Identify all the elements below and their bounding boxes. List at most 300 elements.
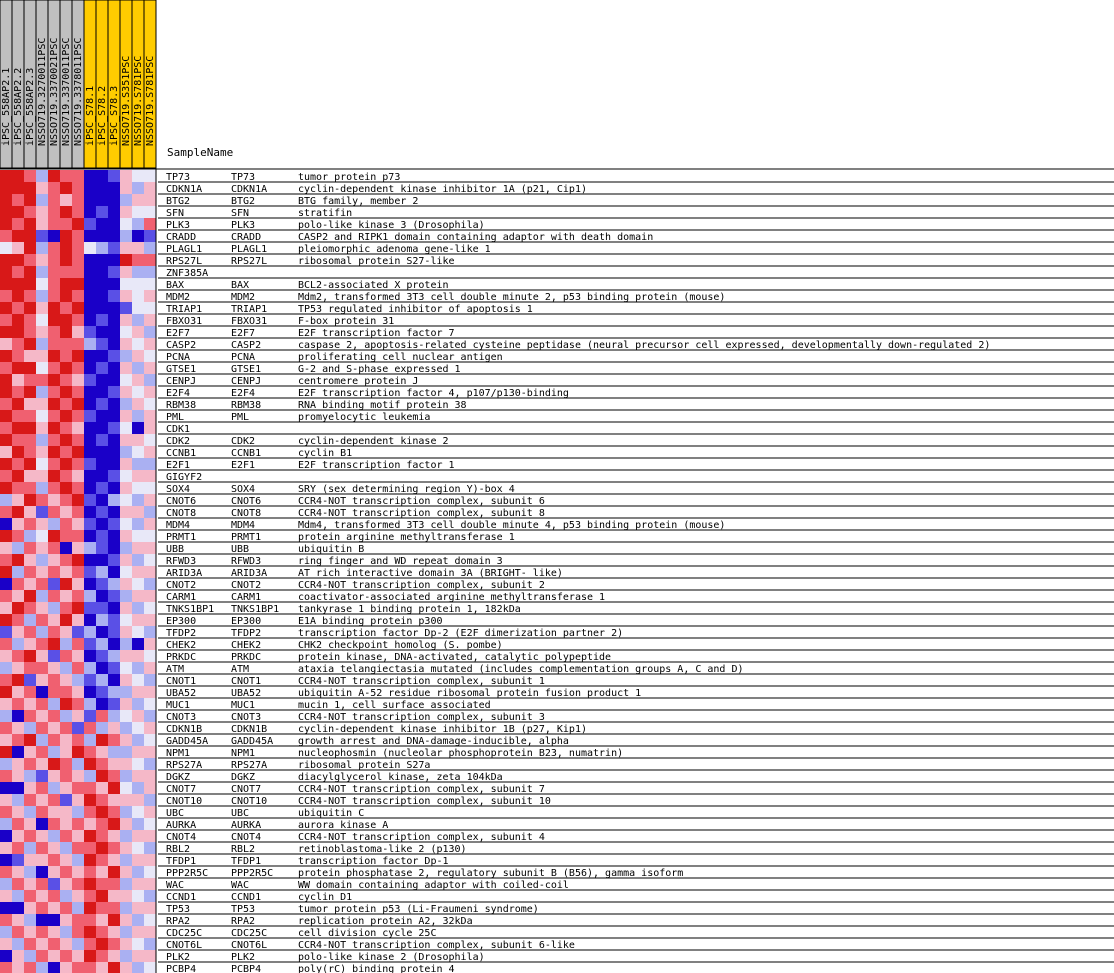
heatmap-cell [0, 638, 12, 650]
heatmap-cell [96, 518, 108, 530]
row-symbol: CNOT7 [166, 784, 197, 795]
heatmap-cell [0, 782, 12, 794]
heatmap-cell [132, 230, 144, 242]
heatmap-cell [12, 518, 24, 530]
heatmap-cell [72, 926, 84, 938]
row-description: cell division cycle 25C [298, 928, 437, 939]
heatmap-cell [108, 770, 120, 782]
heatmap-cell [144, 326, 156, 338]
row-description: transcription factor Dp-1 [298, 856, 449, 867]
heatmap-cell [108, 674, 120, 686]
heatmap-cell [36, 254, 48, 266]
row-description: SRY (sex determining region Y)-box 4 [298, 484, 515, 495]
row-gene: PML [231, 412, 250, 423]
heatmap-cell [36, 854, 48, 866]
heatmap-cell [0, 614, 12, 626]
heatmap-cell [96, 446, 108, 458]
row-description: cyclin B1 [298, 448, 353, 459]
heatmap-cell [48, 734, 60, 746]
heatmap-cell [48, 314, 60, 326]
heatmap-cell [12, 302, 24, 314]
heatmap-cell [0, 794, 12, 806]
heatmap-cell [72, 818, 84, 830]
heatmap-cell [0, 842, 12, 854]
heatmap-cell [120, 506, 132, 518]
row-symbol: CASP2 [166, 340, 197, 351]
heatmap-cell [132, 698, 144, 710]
row-symbol: CDKN1B [166, 724, 203, 735]
heatmap-cell [96, 674, 108, 686]
row-symbol: CNOT8 [166, 508, 197, 519]
heatmap-cell [60, 926, 72, 938]
row-gene: NPM1 [231, 748, 256, 759]
heatmap-cell [48, 806, 60, 818]
heatmap-cell [84, 914, 96, 926]
heatmap-cell [108, 782, 120, 794]
heatmap-cell [60, 830, 72, 842]
heatmap-cell [84, 206, 96, 218]
heatmap-cell [72, 530, 84, 542]
heatmap-cell [12, 782, 24, 794]
heatmap-cell [120, 590, 132, 602]
heatmap-cell [36, 866, 48, 878]
heatmap-cell [0, 266, 12, 278]
heatmap-cell [24, 386, 36, 398]
heatmap-cell [12, 470, 24, 482]
heatmap-cell [12, 686, 24, 698]
heatmap-cell [48, 338, 60, 350]
heatmap-cell [60, 902, 72, 914]
heatmap-cell [48, 590, 60, 602]
row-gene: SFN [231, 208, 250, 219]
row-symbol: PLK2 [166, 952, 191, 963]
heatmap-cell [12, 554, 24, 566]
heatmap-cell [84, 446, 96, 458]
heatmap-cell [120, 374, 132, 386]
row-description: ataxia telangiectasia mutated (includes complementation groups A, C and D) [298, 664, 744, 675]
row-gene: CNOT6 [231, 496, 262, 507]
heatmap-cell [24, 902, 36, 914]
row-symbol: CNOT1 [166, 676, 197, 687]
heatmap-cell [60, 362, 72, 374]
row-symbol: CNOT2 [166, 580, 197, 591]
row-symbol: PCNA [166, 352, 191, 363]
heatmap-cell [120, 602, 132, 614]
heatmap-cell [84, 350, 96, 362]
heatmap-cell [120, 578, 132, 590]
heatmap-cell [108, 626, 120, 638]
heatmap-cell [108, 662, 120, 674]
heatmap-cell [0, 194, 12, 206]
heatmap-cell [96, 818, 108, 830]
heatmap-cell [60, 338, 72, 350]
row-description: stratifin [298, 208, 353, 219]
row-gene: PLK2 [231, 952, 256, 963]
heatmap-cell [132, 710, 144, 722]
heatmap-cell [84, 398, 96, 410]
heatmap-cell [0, 470, 12, 482]
heatmap-cell [72, 554, 84, 566]
heatmap-cell [12, 614, 24, 626]
heatmap-cell [72, 914, 84, 926]
heatmap-cell [24, 926, 36, 938]
heatmap-cell [36, 338, 48, 350]
heatmap-cell [132, 398, 144, 410]
heatmap-cell [12, 458, 24, 470]
row-gene: PCBP4 [231, 964, 262, 973]
heatmap-cell [120, 770, 132, 782]
heatmap-cell [12, 902, 24, 914]
row-symbol: E2F7 [166, 328, 191, 339]
heatmap-cell [96, 926, 108, 938]
heatmap-cell [144, 206, 156, 218]
row-description: E2F transcription factor 1 [298, 460, 455, 471]
row-description: mucin 1, cell surface associated [298, 700, 491, 711]
row-symbol: PLK3 [166, 220, 191, 231]
heatmap-cell [96, 410, 108, 422]
heatmap-cell [0, 878, 12, 890]
heatmap-cell [120, 302, 132, 314]
heatmap-cell [36, 818, 48, 830]
row-gene: TNKS1BP1 [231, 604, 280, 615]
heatmap-cell [72, 962, 84, 973]
heatmap-cell [120, 338, 132, 350]
row-symbol: CRADD [166, 232, 197, 243]
heatmap-cell [144, 818, 156, 830]
heatmap-cell [120, 806, 132, 818]
heatmap-cell [0, 458, 12, 470]
row-gene: E2F4 [231, 388, 256, 399]
heatmap-cell [132, 578, 144, 590]
heatmap-cell [48, 446, 60, 458]
heatmap-cell [48, 566, 60, 578]
heatmap-cell [48, 950, 60, 962]
heatmap-cell [72, 194, 84, 206]
column-label: NSSO719.S351PSC [121, 55, 132, 146]
heatmap-cell [108, 926, 120, 938]
row-description: Mdm2, transformed 3T3 cell double minute 2, p53 binding protein (mouse) [298, 292, 726, 303]
heatmap-cell [120, 350, 132, 362]
heatmap-cell [96, 770, 108, 782]
heatmap-cell [108, 722, 120, 734]
heatmap-cell [12, 482, 24, 494]
heatmap-cell [108, 170, 120, 182]
heatmap-cell [84, 902, 96, 914]
heatmap-cell [96, 494, 108, 506]
heatmap-cell [132, 434, 144, 446]
row-description: CCR4-NOT transcription complex, subunit 7 [298, 784, 545, 795]
row-symbol: CCNB1 [166, 448, 197, 459]
heatmap-cell [60, 278, 72, 290]
heatmap-cell [84, 518, 96, 530]
heatmap-cell [48, 254, 60, 266]
heatmap-cell [144, 758, 156, 770]
column-label: iPSC_S78.1 [85, 85, 96, 146]
heatmap-cell [24, 230, 36, 242]
row-gene: EP300 [231, 616, 262, 627]
row-gene: RPA2 [231, 916, 256, 927]
row-description: tankyrase 1 binding protein 1, 182kDa [298, 604, 521, 615]
row-description: RNA binding motif protein 38 [298, 400, 467, 411]
row-symbol: GTSE1 [166, 364, 197, 375]
heatmap-cell [84, 686, 96, 698]
heatmap-cell [36, 746, 48, 758]
heatmap-cell [24, 434, 36, 446]
heatmap-cell [12, 710, 24, 722]
heatmap-cell [120, 674, 132, 686]
heatmap-cell [60, 710, 72, 722]
heatmap-cell [72, 542, 84, 554]
heatmap-cell [96, 962, 108, 973]
heatmap-cell [12, 842, 24, 854]
heatmap-cell [24, 614, 36, 626]
heatmap-cell [132, 566, 144, 578]
heatmap-cell [84, 326, 96, 338]
heatmap-cell [72, 338, 84, 350]
heatmap-cell [24, 950, 36, 962]
row-symbol: PRMT1 [166, 532, 197, 543]
row-gene: FBXO31 [231, 316, 268, 327]
heatmap-cell [24, 722, 36, 734]
heatmap-cell [108, 410, 120, 422]
heatmap-cell [96, 854, 108, 866]
row-symbol: CNOT6L [166, 940, 203, 951]
heatmap-cell [144, 914, 156, 926]
column-label: iPSC_558AP2.3 [25, 67, 36, 146]
row-symbol: UBC [166, 808, 185, 819]
heatmap-cell [108, 266, 120, 278]
heatmap-cell [144, 338, 156, 350]
heatmap-cell [120, 482, 132, 494]
heatmap-cell [72, 350, 84, 362]
heatmap-cell [96, 266, 108, 278]
heatmap-cell [72, 314, 84, 326]
heatmap-cell [144, 662, 156, 674]
heatmap-cell [120, 890, 132, 902]
heatmap-cell [48, 386, 60, 398]
heatmap-cell [36, 614, 48, 626]
column-label: NSSO719.3370021PSC [49, 37, 60, 146]
heatmap-cell [96, 242, 108, 254]
heatmap-cell [36, 290, 48, 302]
heatmap-cell [120, 614, 132, 626]
heatmap-cell [72, 566, 84, 578]
heatmap-cell [12, 770, 24, 782]
heatmap-cell [48, 554, 60, 566]
row-gene: TP53 [231, 904, 256, 915]
row-gene: E2F7 [231, 328, 256, 339]
heatmap-cell [0, 926, 12, 938]
heatmap-cell [0, 698, 12, 710]
heatmap-cell [144, 626, 156, 638]
heatmap-cell [72, 902, 84, 914]
row-symbol: CDKN1A [166, 184, 203, 195]
heatmap-cell [60, 854, 72, 866]
heatmap-cell [120, 182, 132, 194]
heatmap-cell [144, 590, 156, 602]
heatmap-cell [120, 734, 132, 746]
row-symbol: CNOT4 [166, 832, 197, 843]
heatmap-cell [36, 902, 48, 914]
heatmap-cell [108, 206, 120, 218]
row-gene: ARID3A [231, 568, 268, 579]
heatmap-cell [72, 254, 84, 266]
heatmap-cell [84, 218, 96, 230]
heatmap-cell [12, 818, 24, 830]
row-gene: CDKN1A [231, 184, 268, 195]
heatmap-cell [36, 782, 48, 794]
heatmap-cell [48, 650, 60, 662]
sample-name-header: SampleName [167, 146, 234, 159]
heatmap-cell [48, 242, 60, 254]
heatmap-cell [0, 866, 12, 878]
heatmap-cell [36, 710, 48, 722]
heatmap-cell [144, 638, 156, 650]
heatmap-cell [0, 242, 12, 254]
row-description: proliferating cell nuclear antigen [298, 352, 503, 363]
heatmap-cell [60, 290, 72, 302]
heatmap-cell [132, 758, 144, 770]
heatmap-cell [84, 698, 96, 710]
heatmap-cell [60, 542, 72, 554]
row-description: Mdm4, transformed 3T3 cell double minute 4, p53 binding protein (mouse) [298, 520, 726, 531]
heatmap-cell [48, 494, 60, 506]
heatmap-cell [12, 674, 24, 686]
heatmap-cell [48, 746, 60, 758]
heatmap-cell [24, 266, 36, 278]
heatmap-cell [12, 890, 24, 902]
column-label: NSSO719.3378011PSC [73, 37, 84, 146]
heatmap-cell [0, 314, 12, 326]
row-gene: DGKZ [231, 772, 256, 783]
heatmap-cell [12, 758, 24, 770]
heatmap-cell [132, 674, 144, 686]
heatmap-cell [108, 302, 120, 314]
heatmap-cell [36, 578, 48, 590]
row-symbol: TP53 [166, 904, 191, 915]
heatmap-cell [48, 854, 60, 866]
row-symbol: CNOT10 [166, 796, 203, 807]
heatmap-cell [36, 170, 48, 182]
heatmap-cell [84, 374, 96, 386]
row-symbol: CHEK2 [166, 640, 197, 651]
heatmap-cell [36, 878, 48, 890]
heatmap-cell [108, 326, 120, 338]
heatmap-cell [144, 470, 156, 482]
heatmap-cell [60, 842, 72, 854]
row-description: pleiomorphic adenoma gene-like 1 [298, 244, 491, 255]
row-gene: CNOT10 [231, 796, 268, 807]
heatmap-cell [36, 362, 48, 374]
heatmap-cell [60, 962, 72, 973]
heatmap-cell [60, 242, 72, 254]
row-symbol: ZNF385A [166, 268, 209, 279]
heatmap-cell [72, 722, 84, 734]
heatmap-cell [144, 170, 156, 182]
row-gene: BAX [231, 280, 250, 291]
heatmap-cell [120, 686, 132, 698]
heatmap-cell [0, 398, 12, 410]
heatmap-cell [84, 878, 96, 890]
heatmap-cell [96, 362, 108, 374]
heatmap-cell [48, 866, 60, 878]
heatmap-cell [0, 830, 12, 842]
heatmap-cell [48, 278, 60, 290]
heatmap-cell [72, 374, 84, 386]
heatmap-cell [144, 182, 156, 194]
heatmap-cell [48, 458, 60, 470]
heatmap-cell [24, 554, 36, 566]
heatmap-cell [132, 182, 144, 194]
row-description: protein kinase, DNA-activated, catalytic polypeptide [298, 652, 612, 663]
heatmap-cell [108, 362, 120, 374]
heatmap-cell [60, 482, 72, 494]
row-description: promyelocytic leukemia [298, 412, 431, 423]
heatmap-cell [60, 350, 72, 362]
heatmap-cell [0, 578, 12, 590]
heatmap-cell [24, 662, 36, 674]
row-symbol: PLAGL1 [166, 244, 203, 255]
heatmap-cell [84, 434, 96, 446]
heatmap-cell [48, 518, 60, 530]
heatmap-cell [108, 530, 120, 542]
heatmap-cell [72, 446, 84, 458]
heatmap-cell [132, 722, 144, 734]
row-symbol: E2F4 [166, 388, 191, 399]
heatmap-cell [144, 242, 156, 254]
heatmap-cell [24, 278, 36, 290]
heatmap-cell [84, 710, 96, 722]
heatmap-cell [144, 950, 156, 962]
heatmap-cell [48, 914, 60, 926]
heatmap-cell [84, 782, 96, 794]
heatmap-cell [84, 410, 96, 422]
heatmap-cell [144, 386, 156, 398]
heatmap-cell [48, 230, 60, 242]
heatmap-cell [12, 626, 24, 638]
row-description: ribosomal protein S27a [298, 760, 431, 771]
heatmap-cell [36, 458, 48, 470]
heatmap-cell [24, 914, 36, 926]
heatmap-cell [60, 626, 72, 638]
heatmap-cell [132, 422, 144, 434]
heatmap-cell [108, 818, 120, 830]
heatmap-cell [72, 734, 84, 746]
heatmap-cell [48, 434, 60, 446]
heatmap-cell [36, 830, 48, 842]
row-description: protein arginine methyltransferase 1 [298, 532, 515, 543]
row-gene: PLK3 [231, 220, 256, 231]
row-gene: CASP2 [231, 340, 262, 351]
heatmap-cell [120, 194, 132, 206]
row-description: growth arrest and DNA-damage-inducible, alpha [298, 736, 569, 747]
heatmap-cell [36, 410, 48, 422]
heatmap-cell [12, 542, 24, 554]
row-gene: TFDP2 [231, 628, 262, 639]
heatmap-cell [12, 206, 24, 218]
heatmap-cell [96, 602, 108, 614]
heatmap-cell [24, 170, 36, 182]
heatmap-cell [0, 746, 12, 758]
row-description: cyclin D1 [298, 892, 353, 903]
heatmap-cell [144, 542, 156, 554]
heatmap-cell [144, 602, 156, 614]
heatmap-cell [12, 962, 24, 973]
heatmap-cell [144, 446, 156, 458]
heatmap-cell [60, 506, 72, 518]
heatmap-cell [132, 458, 144, 470]
heatmap-cell [72, 938, 84, 950]
